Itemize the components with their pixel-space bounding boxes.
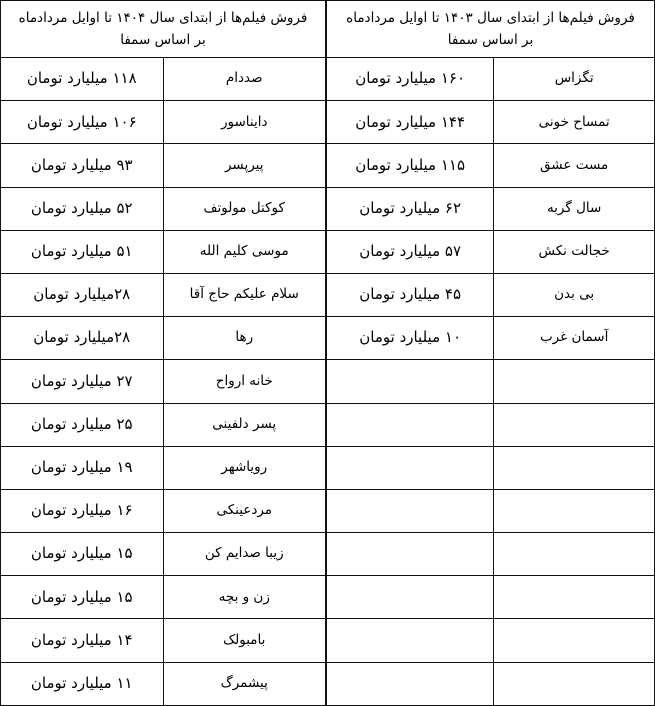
film-title-cell: بامبولک [163,619,326,662]
header-line-source: بر اساس سمفا [447,31,534,48]
table-row [327,446,655,489]
sales-table-1403-block [326,0,655,700]
table-row [327,101,655,144]
table-row [1,446,326,489]
film-title-cell [494,533,655,576]
film-gross-cell [327,576,494,619]
film-gross-cell: ۹۳ میلیارد تومان [1,144,164,187]
table-row [327,187,655,230]
film-title-cell: پسر دلفینی [163,403,326,446]
film-gross-cell [327,533,494,576]
table-row [1,489,326,532]
film-title-cell: رویاشهر [163,446,326,489]
film-gross-cell: ۱۱ میلیارد تومان [1,662,164,705]
film-gross-cell: ۴۵ میلیارد تومان [327,273,494,316]
table-row [1,360,326,403]
table-row [1,533,326,576]
film-gross-cell: ۱۹ میلیارد تومان [1,446,164,489]
table-header-1403 [327,1,655,58]
table-row [1,101,326,144]
film-title-cell [494,446,655,489]
film-gross-cell: ۵۷ میلیارد تومان [327,230,494,273]
table-row [327,662,655,705]
table-row [1,273,326,316]
table-row [327,273,655,316]
table-row [1,144,326,187]
film-gross-cell [327,619,494,662]
film-gross-cell: ۱۴۴ میلیارد تومان [327,101,494,144]
film-title-cell [494,619,655,662]
sales-table-1403-body [327,58,655,706]
film-gross-cell [327,403,494,446]
film-gross-cell: ۱۶۰ میلیارد تومان [327,58,494,101]
film-title-cell: مست عشق [494,144,655,187]
film-title-cell: کوکتل مولوتف [163,187,326,230]
sales-table-1404-head [1,1,326,58]
film-title-cell: تگزاس [494,58,655,101]
table-row [1,403,326,446]
film-title-cell: دایناسور [163,101,326,144]
table-row [327,230,655,273]
film-title-cell: زن و بچه [163,576,326,619]
film-title-cell: موسی کلیم الله [163,230,326,273]
film-title-cell: آسمان غرب [494,317,655,360]
film-gross-cell: ۶۲ میلیارد تومان [327,187,494,230]
film-title-cell: خجالت نکش [494,230,655,273]
table-row [1,230,326,273]
header-line-main: فروش فیلم‌ها از ابتدای سال ۱۴۰۳ تا اوایل مردادماه [346,9,635,26]
table-row [1,576,326,619]
table-row [1,317,326,360]
film-gross-cell [327,360,494,403]
film-title-cell: تمساح خونی [494,101,655,144]
film-title-cell: پیرپسر [163,144,326,187]
film-gross-cell [327,446,494,489]
table-row [327,489,655,532]
film-gross-cell: ۲۷ میلیارد تومان [1,360,164,403]
table-row [327,533,655,576]
film-gross-cell: ۱۰ میلیارد تومان [327,317,494,360]
film-title-cell: سلام علیکم حاج آقا [163,273,326,316]
film-title-cell: بی بدن [494,273,655,316]
film-gross-cell: ۱۶ میلیارد تومان [1,489,164,532]
film-gross-cell: ۲۸میلیارد تومان [1,317,164,360]
film-gross-cell: ۱۰۶ میلیارد تومان [1,101,164,144]
sales-table-1404-body [1,58,326,706]
header-line-main: فروش فیلم‌ها از ابتدای سال ۱۴۰۴ تا اوایل مردادماه [18,9,308,26]
film-title-cell [494,489,655,532]
table-header-1404 [1,1,326,58]
table-row [1,619,326,662]
film-gross-cell: ۱۴ میلیارد تومان [1,619,164,662]
sales-table-1404 [0,0,326,706]
table-row [327,403,655,446]
table-row [327,317,655,360]
table-row [327,144,655,187]
film-gross-cell: ۲۵ میلیارد تومان [1,403,164,446]
film-gross-cell: ۱۱۵ میلیارد تومان [327,144,494,187]
film-title-cell: مردعینکی [163,489,326,532]
film-title-cell: پیشمرگ [163,662,326,705]
film-title-cell: سال گربه [494,187,655,230]
film-title-cell [494,576,655,619]
film-gross-cell: ۱۵ میلیارد تومان [1,576,164,619]
film-gross-cell: ۱۱۸ میلیارد تومان [1,58,164,101]
film-gross-cell: ۱۵ میلیارد تومان [1,533,164,576]
film-gross-cell: ۵۱ میلیارد تومان [1,230,164,273]
film-gross-cell [327,489,494,532]
table-header-row [327,1,655,58]
film-title-cell: رها [163,317,326,360]
sales-table-1403-head [327,1,655,58]
table-row [327,58,655,101]
table-row [1,662,326,705]
film-title-cell [494,360,655,403]
table-row [327,576,655,619]
table-header-row [1,1,326,58]
film-gross-cell: ۵۲ میلیارد تومان [1,187,164,230]
table-row [327,619,655,662]
table-row [1,187,326,230]
header-line-source: بر اساس سمفا [120,31,206,48]
film-title-cell [494,662,655,705]
sales-table-1403 [326,0,655,706]
film-title-cell [494,403,655,446]
table-row [327,360,655,403]
film-title-cell: صددام [163,58,326,101]
film-title-cell: خانه ارواح [163,360,326,403]
film-gross-cell [327,662,494,705]
sales-table-1404-block [0,0,326,700]
table-row [1,58,326,101]
film-title-cell: زیبا صدایم کن [163,533,326,576]
film-gross-cell: ۲۸میلیارد تومان [1,273,164,316]
